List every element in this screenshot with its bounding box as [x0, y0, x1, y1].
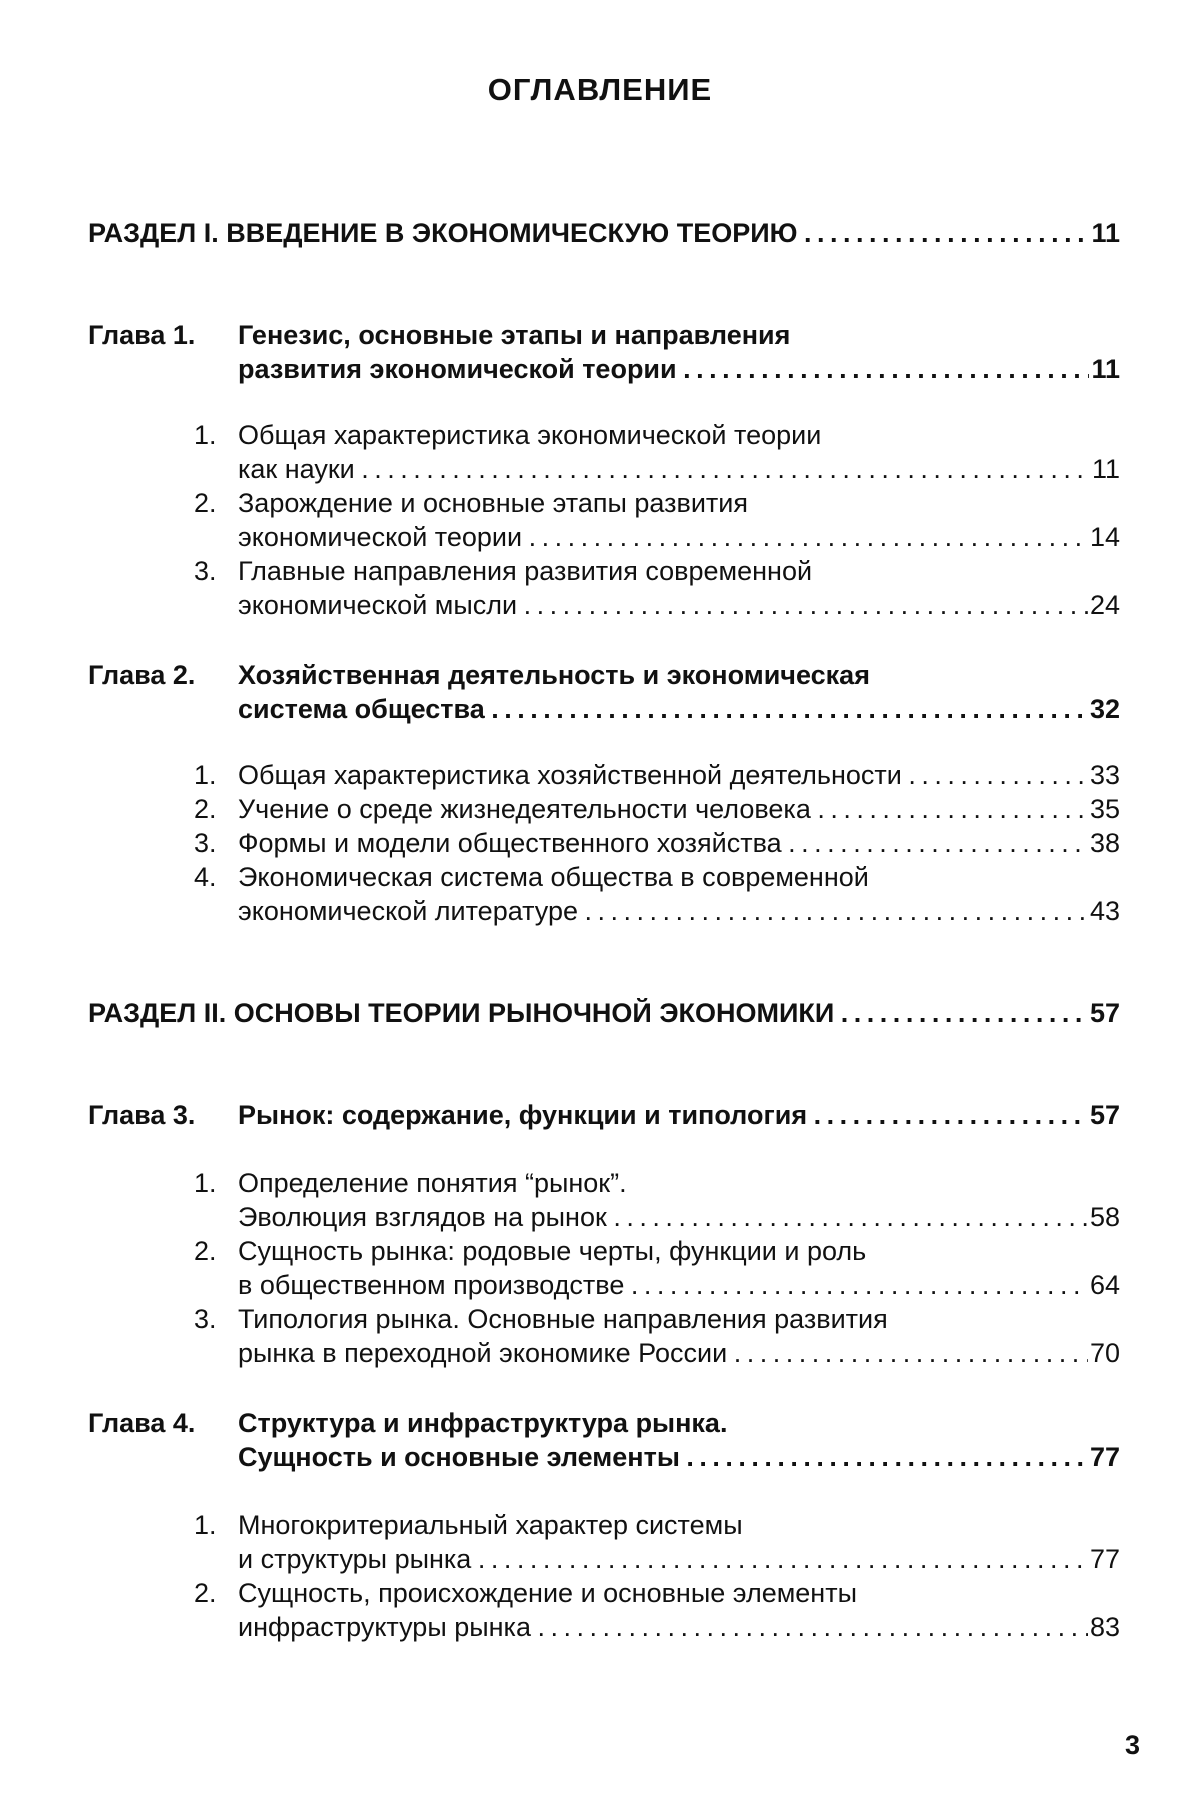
- toc-section-num: 3.: [194, 556, 217, 586]
- toc-part-1-page: 11: [1091, 218, 1120, 248]
- toc-section-line2: [238, 1270, 1120, 1301]
- toc-section-line1: [238, 760, 1120, 791]
- toc-section-num: 2.: [194, 794, 217, 824]
- toc-section-line1: Определение понятия “рынок”.: [238, 1168, 627, 1198]
- toc-section-line2: [238, 1612, 1120, 1643]
- toc-chapter-2-line2: [238, 694, 1120, 725]
- toc-section-line1: Главные направления развития современной: [238, 556, 813, 586]
- toc-part-1: [88, 218, 1120, 249]
- toc-section-num: 2.: [194, 1578, 217, 1608]
- toc-chapter-1-page: 11: [1091, 354, 1120, 384]
- toc-section-line2: [238, 522, 1120, 553]
- toc-section-title-end: экономической мысли . . .: [238, 590, 1088, 621]
- toc-section-page: 38: [1089, 828, 1120, 858]
- toc-section-page: 58: [1089, 1202, 1120, 1232]
- toc-chapter-4-line2: [238, 1442, 1120, 1473]
- toc-chapter-2-label: Глава 2.: [88, 660, 196, 690]
- toc-part-2: [88, 998, 1120, 1029]
- toc-section-page: 14: [1089, 522, 1120, 552]
- toc-chapter-1-line1: Генезис, основные этапы и направления: [238, 320, 791, 350]
- toc-section-page: 77: [1089, 1544, 1120, 1574]
- toc-part-1-text: РАЗДЕЛ I. ВВЕДЕНИЕ В ЭКОНОМИЧЕСКУЮ ТЕОРИЮ . . .: [88, 218, 1089, 249]
- toc-chapter-2-line1: Хозяйственная деятельность и экономическая: [238, 660, 870, 690]
- toc-section-line1: Экономическая система общества в современной: [238, 862, 869, 892]
- toc-section-title-end: рынка в переходной экономике России . . .: [238, 1338, 1088, 1369]
- toc-section-page: 43: [1089, 896, 1120, 926]
- toc-section-line1: Зарождение и основные этапы развития: [238, 488, 748, 518]
- toc-section-num: 2.: [194, 488, 217, 518]
- toc-section-line1: Типология рынка. Основные направления развития: [238, 1304, 888, 1334]
- toc-section-page: 35: [1089, 794, 1120, 824]
- toc-section-title-end: экономической теории . . .: [238, 522, 1088, 553]
- toc-section-line1: [238, 828, 1120, 859]
- toc-section-line2: [238, 1544, 1120, 1575]
- toc-chapter-1-label: Глава 1.: [88, 320, 196, 350]
- toc-chapter-4-page: 77: [1089, 1442, 1120, 1472]
- page-title: ОГЛАВЛЕНИЕ: [487, 72, 713, 107]
- toc-section-title-end: и структуры рынка . . .: [238, 1544, 1088, 1575]
- toc-chapter-3-page: 57: [1089, 1100, 1120, 1130]
- toc-chapter-4-title-end: Сущность и основные элементы . . .: [238, 1442, 1088, 1473]
- toc-section-title: Общая характеристика хозяйственной деятельности . . .: [238, 760, 1088, 791]
- page-number: 3: [1124, 1730, 1140, 1760]
- toc-part-2-page: 57: [1089, 998, 1120, 1028]
- toc-section-title: Формы и модели общественного хозяйства . . .: [238, 828, 1088, 859]
- toc-section-line1: Сущность, происхождение и основные элементы: [238, 1578, 857, 1608]
- toc-chapter-1-line2: [238, 354, 1120, 385]
- toc-section-line2: [238, 896, 1120, 927]
- toc-chapter-4-line1: Структура и инфраструктура рынка.: [238, 1408, 728, 1438]
- toc-chapter-4-label: Глава 4.: [88, 1408, 196, 1438]
- toc-chapter-3-title: Рынок: содержание, функции и типология . . .: [238, 1100, 1088, 1131]
- toc-chapter-2-page: 32: [1089, 694, 1120, 724]
- toc-chapter-3-line1: [238, 1100, 1120, 1131]
- toc-section-num: 3.: [194, 1304, 217, 1334]
- toc-section-page: 83: [1089, 1612, 1120, 1642]
- toc-section-page: 33: [1089, 760, 1120, 790]
- toc-section-title-end: инфраструктуры рынка . . .: [238, 1612, 1088, 1643]
- toc-section-num: 4.: [194, 862, 217, 892]
- toc-section-line1: Многокритериальный характер системы: [238, 1510, 743, 1540]
- toc-part-2-text: РАЗДЕЛ II. ОСНОВЫ ТЕОРИИ РЫНОЧНОЙ ЭКОНОМИКИ . . .: [88, 998, 1088, 1029]
- toc-chapter-2-title-end: система общества . . .: [238, 694, 1088, 725]
- toc-section-num: 2.: [194, 1236, 217, 1266]
- toc-section-num: 3.: [194, 828, 217, 858]
- toc-section-title-end: Эволюция взглядов на рынок . . .: [238, 1202, 1088, 1233]
- toc-section-title: Учение о среде жизнедеятельности человека . . .: [238, 794, 1088, 825]
- toc-section-page: 24: [1089, 590, 1120, 620]
- toc-section-num: 1.: [194, 760, 217, 790]
- toc-section-line1: Сущность рынка: родовые черты, функции и роль: [238, 1236, 867, 1266]
- toc-section-page: 11: [1091, 454, 1120, 484]
- toc-section-page: 70: [1089, 1338, 1120, 1368]
- toc-section-line1: Общая характеристика экономической теории: [238, 420, 822, 450]
- toc-section-title-end: экономической литературе . . .: [238, 896, 1088, 927]
- toc-section-line2: [238, 1202, 1120, 1233]
- toc-section-num: 1.: [194, 1168, 217, 1198]
- toc-chapter-1-title-end: развития экономической теории . . .: [238, 354, 1089, 385]
- toc-section-page: 64: [1089, 1270, 1120, 1300]
- toc-chapter-3-label: Глава 3.: [88, 1100, 196, 1130]
- toc-section-line2: [238, 590, 1120, 621]
- toc-section-num: 1.: [194, 420, 217, 450]
- toc-section-title-end: как науки . . .: [238, 454, 1090, 485]
- toc-section-line2: [238, 1338, 1120, 1369]
- toc-section-line2: [238, 454, 1120, 485]
- toc-section-title-end: в общественном производстве . . .: [238, 1270, 1088, 1301]
- toc-section-num: 1.: [194, 1510, 217, 1540]
- toc-section-line1: [238, 794, 1120, 825]
